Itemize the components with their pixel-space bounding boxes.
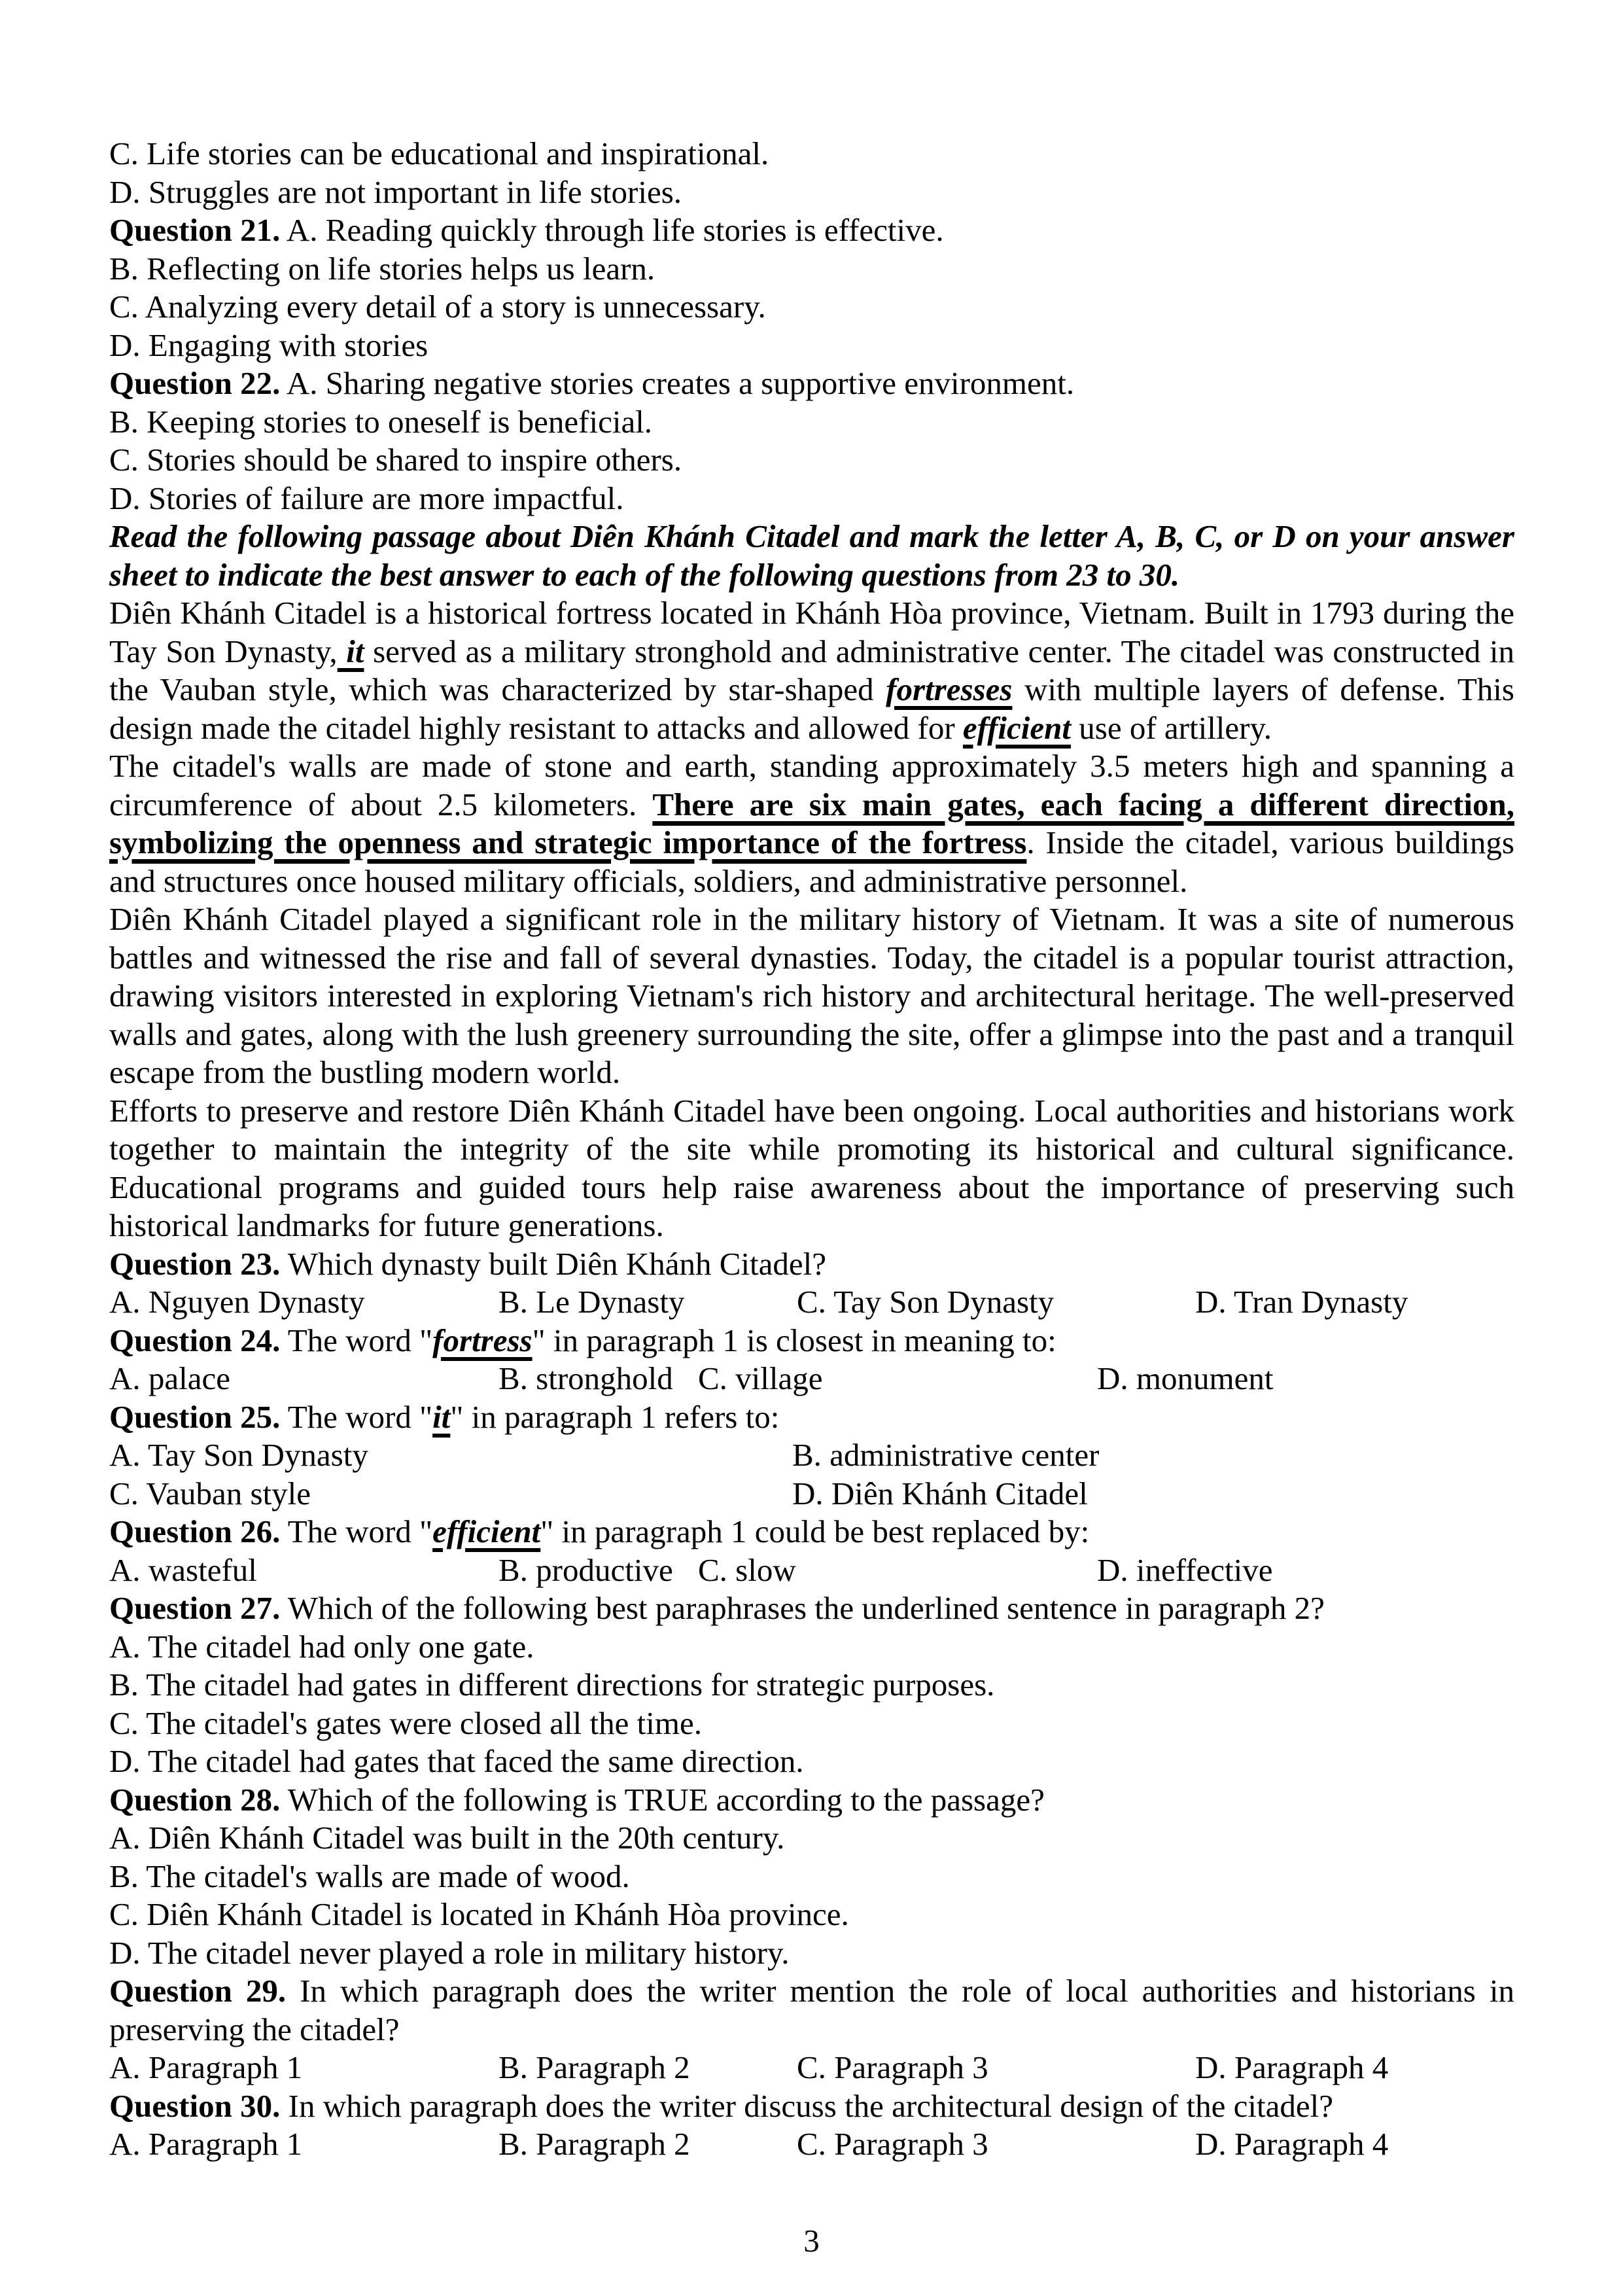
option-line: D. Engaging with stories bbox=[109, 327, 428, 363]
question-26-text: " in paragraph 1 could be best replaced by: bbox=[540, 1513, 1090, 1549]
question-23-line bbox=[109, 1245, 1514, 1284]
question-28-text: Which of the following is TRUE according to the passage? bbox=[280, 1781, 1045, 1818]
option-c: C. slow bbox=[698, 1551, 796, 1588]
passage-paragraph-1 bbox=[109, 594, 1514, 747]
option-a: A. Paragraph 1 bbox=[109, 2049, 303, 2085]
question-28-line bbox=[109, 1781, 1514, 1820]
option-line: B. The citadel had gates in different directions for strategic purposes. bbox=[109, 1667, 995, 1703]
question-24-text: " in paragraph 1 is closest in meaning to: bbox=[532, 1322, 1056, 1358]
option-line: B. The citadel's walls are made of wood. bbox=[109, 1858, 630, 1894]
paragraph-text: The citadel's walls are made of stone and earth, standing approximately 3.5 meters high and spanning a circumference of about 2.5 kilometers. bbox=[109, 748, 1514, 822]
question-29-label: Question 29. bbox=[109, 1973, 287, 2009]
option-a: A. wasteful bbox=[109, 1551, 257, 1588]
underlined-sentence: There are six main gates, each facing a different direction, symbolizing the openness and strategic importance of the fortress bbox=[109, 786, 1514, 860]
option-a: A. Nguyen Dynasty bbox=[109, 1284, 365, 1320]
question-30-options bbox=[109, 2125, 1514, 2164]
question-23-text: Which dynasty built Diên Khánh Citadel? bbox=[280, 1245, 827, 1282]
option-c: C. village bbox=[698, 1360, 823, 1396]
question-23-options bbox=[109, 1283, 1514, 1322]
question-29-text: In which paragraph does the writer mention the role of local authorities and historians in preserving the citadel? bbox=[109, 1973, 1514, 2047]
page-number: 3 bbox=[803, 2223, 820, 2259]
question-27-label: Question 27. bbox=[109, 1590, 281, 1626]
question-26-options bbox=[109, 1551, 1514, 1590]
option-b: B. stronghold bbox=[498, 1360, 673, 1396]
question-25-line bbox=[109, 1398, 1514, 1437]
option-a: A. Paragraph 1 bbox=[109, 2126, 303, 2162]
question-22-label: Question 22. bbox=[109, 365, 281, 401]
question-25-text: The word " bbox=[280, 1398, 433, 1435]
paragraph-text: . Inside the citadel, various buildings and structures once housed military officials, soldiers, and administrative personnel. bbox=[109, 824, 1514, 899]
question-27-line bbox=[109, 1589, 1514, 1628]
question-21-line bbox=[109, 211, 1514, 250]
question-24-line bbox=[109, 1322, 1514, 1360]
option-b: B. Paragraph 2 bbox=[498, 2126, 690, 2162]
option-d: D. Paragraph 4 bbox=[1195, 2126, 1389, 2162]
question-25-label: Question 25. bbox=[109, 1398, 281, 1435]
option-d: D. monument bbox=[1097, 1360, 1274, 1396]
underlined-word-efficient: efficient bbox=[962, 709, 1072, 746]
question-24-label: Question 24. bbox=[109, 1322, 281, 1358]
option-b: B. Le Dynasty bbox=[498, 1284, 685, 1320]
question-23-label: Question 23. bbox=[109, 1245, 281, 1282]
option-d: D. Paragraph 4 bbox=[1195, 2049, 1389, 2085]
option-line: C. Analyzing every detail of a story is unnecessary. bbox=[109, 289, 766, 325]
option-line: A. Diên Khánh Citadel was built in the 20th century. bbox=[109, 1820, 785, 1856]
option-a: A. Tay Son Dynasty bbox=[109, 1437, 368, 1473]
option-b: B. Paragraph 2 bbox=[498, 2049, 690, 2085]
option-line: A. The citadel had only one gate. bbox=[109, 1628, 534, 1665]
option-c: C. Vauban style bbox=[109, 1475, 311, 1511]
underlined-word-it: it bbox=[432, 1398, 451, 1435]
paragraph-text: Diên Khánh Citadel is a historical fortress located in Khánh Hòa province, Vietnam. Built in 1793 during the Tay Son Dynasty, bbox=[109, 595, 1514, 669]
option-line: C. Stories should be shared to inspire others. bbox=[109, 442, 682, 478]
option-line: D. The citadel had gates that faced the same direction. bbox=[109, 1743, 804, 1779]
paragraph-text: served as a military stronghold and administrative center. The citadel was constructed in the Vauban style, which was characterized by star-shaped bbox=[109, 633, 1514, 707]
question-26-line bbox=[109, 1513, 1514, 1551]
option-b: B. productive bbox=[498, 1551, 673, 1588]
option-line: D. Stories of failure are more impactful. bbox=[109, 480, 624, 516]
question-30-text: In which paragraph does the writer discuss the architectural design of the citadel? bbox=[280, 2087, 1333, 2124]
option-c: C. Paragraph 3 bbox=[797, 2049, 988, 2085]
option-c: C. Paragraph 3 bbox=[797, 2126, 988, 2162]
passage-paragraph-3: Diên Khánh Citadel played a significant role in the military history of Vietnam. It was a site of numerous battles and witnessed the rise and fall of several dynasties. Today, the citadel is a popular tourist attraction, drawing visitors interested in exploring Vietnam's rich history and architectural heritage. The well-preserved walls and gates, along with the lush greenery surrounding the site, offer a glimpse into the past and a tranquil escape from the bustling modern world. bbox=[109, 901, 1514, 1090]
option-a: A. palace bbox=[109, 1360, 230, 1396]
option-d: D. Tran Dynasty bbox=[1195, 1284, 1408, 1320]
option-line: B. Reflecting on life stories helps us learn. bbox=[109, 250, 655, 287]
underlined-word-it: it bbox=[337, 633, 364, 669]
paragraph-text: with multiple layers of defense. This design made the citadel highly resistant to attacks and allowed for bbox=[109, 671, 1514, 746]
question-30-label: Question 30. bbox=[109, 2087, 281, 2124]
underlined-word-efficient: efficient bbox=[432, 1513, 541, 1549]
question-21-label: Question 21. bbox=[109, 212, 281, 248]
passage-paragraph-4: Efforts to preserve and restore Diên Khánh Citadel have been ongoing. Local authorities and historians work together to maintain the integrity of the site while promoting its historical and cultural significance. Educational programs and guided tours help raise awareness about the importance of preserving such historical landmarks for future generations. bbox=[109, 1092, 1514, 1243]
question-22-line bbox=[109, 364, 1514, 403]
underlined-word-fortress: fortress bbox=[432, 1322, 532, 1358]
option-line: B. Keeping stories to oneself is beneficial. bbox=[109, 403, 653, 440]
option-line: C. The citadel's gates were closed all the time. bbox=[109, 1704, 702, 1741]
option-b: B. administrative center bbox=[792, 1437, 1100, 1473]
option-line: C. Diên Khánh Citadel is located in Khánh Hòa province. bbox=[109, 1896, 849, 1932]
option-line: D. Struggles are not important in life stories. bbox=[109, 173, 682, 210]
question-30-line bbox=[109, 2087, 1514, 2126]
question-24-options bbox=[109, 1360, 1514, 1398]
passage-paragraph-2 bbox=[109, 747, 1514, 900]
paragraph-text: use of artillery. bbox=[1071, 709, 1272, 746]
question-26-label: Question 26. bbox=[109, 1513, 281, 1549]
question-29-options bbox=[109, 2049, 1514, 2087]
question-22-option-a: A. Sharing negative stories creates a supportive environment. bbox=[280, 365, 1075, 401]
option-line: C. Life stories can be educational and inspirational. bbox=[109, 135, 769, 171]
question-24-text: The word " bbox=[280, 1322, 433, 1358]
underlined-word-fortresses: fortresses bbox=[886, 671, 1013, 707]
question-25-text: " in paragraph 1 refers to: bbox=[450, 1398, 780, 1435]
option-d: D. ineffective bbox=[1097, 1551, 1273, 1588]
passage-instruction: Read the following passage about Diên Khánh Citadel and mark the letter A, B, C, or D on your answer sheet to indicate the best answer to each of the following questions from 23 to 30. bbox=[109, 518, 1514, 593]
question-26-text: The word " bbox=[280, 1513, 433, 1549]
question-25-options-row-2 bbox=[109, 1475, 1514, 1513]
question-21-option-a: A. Reading quickly through life stories is effective. bbox=[280, 212, 944, 248]
option-c: C. Tay Son Dynasty bbox=[797, 1284, 1055, 1320]
question-28-label: Question 28. bbox=[109, 1781, 281, 1818]
option-d: D. Diên Khánh Citadel bbox=[792, 1475, 1088, 1511]
exam-content bbox=[109, 135, 1514, 2164]
question-25-options-row-1 bbox=[109, 1436, 1514, 1475]
question-27-text: Which of the following best paraphrases the underlined sentence in paragraph 2? bbox=[280, 1590, 1325, 1626]
option-line: D. The citadel never played a role in military history. bbox=[109, 1934, 790, 1971]
question-29-line bbox=[109, 1972, 1514, 2049]
